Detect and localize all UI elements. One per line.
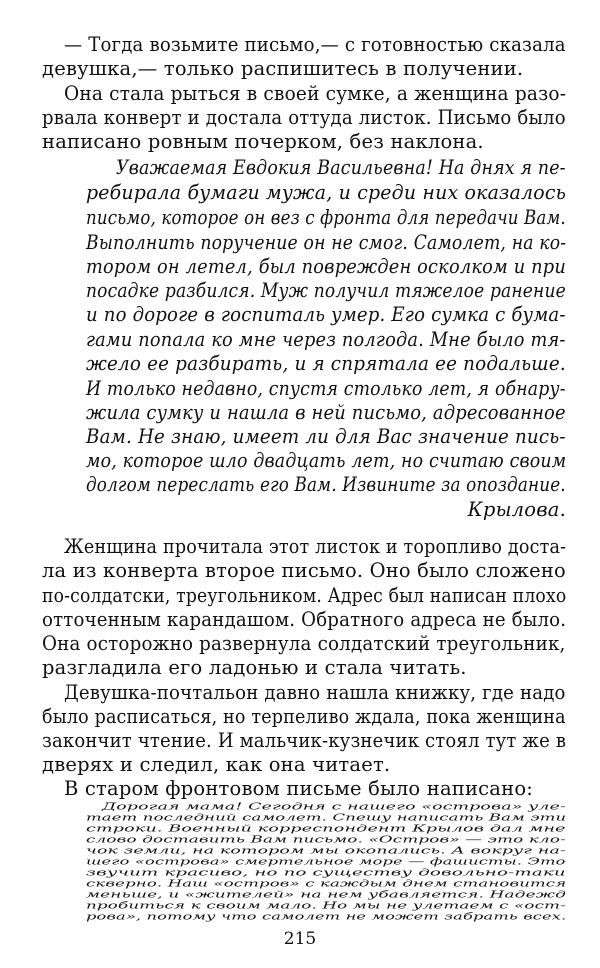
page-number: 215 bbox=[283, 929, 317, 949]
text-line: Она стала рыться в своей сумке, а женщина разо- bbox=[64, 82, 567, 105]
text-line: ла из конверта второе письмо. Оно было сложено bbox=[42, 559, 566, 582]
text-line: по-солдатски, треугольником. Адрес был написан плохо bbox=[42, 584, 567, 607]
letter-line: тает последний самолет. Спешу написать Вам эти bbox=[86, 812, 567, 823]
letter-line: скверно. Наш «остров» с каждым днем становится bbox=[86, 878, 567, 889]
text-line: написано ровным почерком, без наклона. bbox=[42, 130, 484, 153]
letter-line: Вам. Не знаю, имеет ли для Вас значение пись- bbox=[86, 425, 566, 448]
text-line: было расписаться, но терпеливо ждала, пока женщина bbox=[42, 705, 566, 728]
text-line: закончит чтение. И мальчик-кузнечик стоял тут же в bbox=[42, 729, 567, 752]
letter-line: рова», потому что самолет не может забрать всех. bbox=[86, 911, 567, 922]
letter-line: жила сумку и нашла в ней письмо, адресованное bbox=[86, 401, 566, 424]
letter-line: долгом переслать его Вам. Извините за опоздание. bbox=[86, 473, 566, 496]
text-line: рвала конверт и достала оттуда листок. Письмо было bbox=[42, 106, 566, 129]
letter-line: чок земли, на котором мы окопались. А вокруг на- bbox=[86, 845, 566, 856]
text-line: Она осторожно развернула солдатский треугольник, bbox=[42, 632, 566, 655]
letter-line: звучит красиво, но по существу довольно-таки bbox=[86, 867, 566, 878]
letter-line: гами попала ко мне через полгода. Мне было тя- bbox=[86, 328, 566, 351]
letter-line: Дорогая мама! Сегодня с нашего «острова» уле- bbox=[102, 801, 567, 812]
text-line: отточенным карандашом. Обратного адреса не было. bbox=[42, 608, 567, 631]
letter-line: письмо, которое он вез с фронта для передачи Вам. bbox=[86, 206, 566, 229]
text-line: разгладила его ладонью и стала читать. bbox=[42, 656, 467, 679]
letter-line: и по дороге в госпиталь умер. Его сумка с бума- bbox=[86, 303, 566, 326]
letter-line: жело ее разбирать, и я спрятала ее подальше. bbox=[86, 352, 566, 375]
text-line: Женщина прочитала этот листок и торопливо доста- bbox=[64, 535, 567, 558]
letter-line: шего «острова» смертельное море — фашисты. Это bbox=[86, 856, 566, 867]
text-line: дверях и следил, как она читает. bbox=[42, 753, 391, 776]
text-line: Девушка-почтальон давно нашла книжку, где надо bbox=[64, 681, 566, 704]
letter-line: посадке разбился. Муж получил тяжелое ранение bbox=[86, 279, 566, 302]
text-line: девушка,— только распишитесь в получении. bbox=[42, 57, 524, 80]
letter-line: меньше, и «жителей» на нем убавляется. Надежд bbox=[86, 889, 566, 900]
text-line: — Тогда возьмите письмо,— с готовностью сказала bbox=[64, 33, 566, 56]
letter-line: И только недавно, спустя столько лет, я обнару- bbox=[86, 377, 566, 400]
letter-line: Выполнить поручение он не смог. Самолет, на ко- bbox=[86, 231, 567, 254]
letter-line: мо, которое шло двадцать лет, но считаю своим bbox=[86, 449, 567, 472]
letter-line: ребирала бумаги мужа, и среди них оказалось bbox=[86, 181, 567, 204]
letter-signature: Крылова. bbox=[467, 498, 566, 521]
text-line: В старом фронтовом письме было написано: bbox=[64, 777, 534, 800]
letter-line: Уважаемая Евдокия Васильевна! На днях я пе- bbox=[116, 156, 566, 179]
letter-line: строки. Военный корреспондент Крылов дал мне bbox=[86, 823, 566, 834]
letter-line: тором он летел, был поврежден осколком и при bbox=[86, 255, 566, 278]
letter-line: слово доставить Вам письмо. «Остров» — это кло- bbox=[86, 834, 566, 845]
letter-line: пробиться к своим мало. Но мы не улетаем с «ост- bbox=[86, 900, 566, 911]
